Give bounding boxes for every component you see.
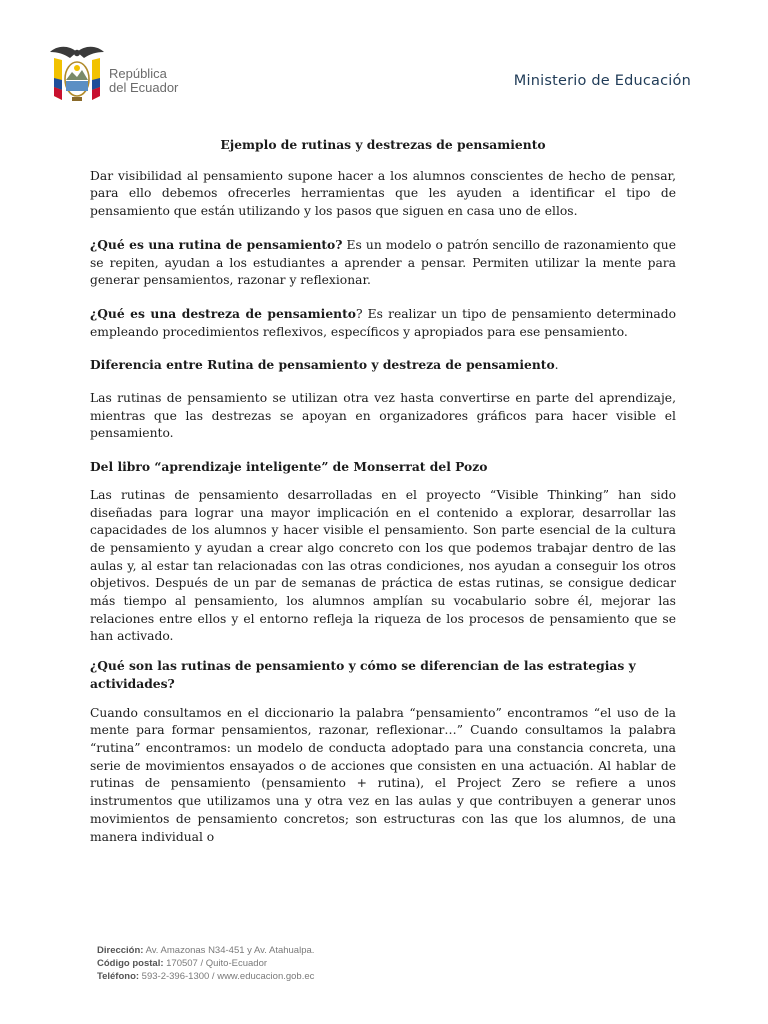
paragraph-rutinas-destrezas: Las rutinas de pensamiento se utilizan otra vez hasta convertirse en parte del aprendizaje, mientras que las destrezas se apoyan en organizadores gráficos para hacer visible el pensamiento.: [90, 391, 676, 441]
heading-diferencia: Diferencia entre Rutina de pensamiento y destreza de pensamiento: [90, 357, 555, 373]
footer-telefono-label: Teléfono:: [97, 971, 140, 982]
paragraph-visibilidad: Dar visibilidad al pensamiento supone hacer a los alumnos conscientes de hecho de pensar, para ello debemos ofrecerles herramientas que les ayuden a identificar el tipo de pensamiento que están utilizando y los pasos que siguen en casa uno de ellos.: [90, 168, 676, 219]
footer-direccion-label: Dirección:: [97, 945, 144, 956]
heading-que-son: ¿Qué son las rutinas de pensamiento y cómo se diferencian de las estrategias y actividades?: [90, 658, 636, 691]
page-header: [0, 0, 768, 120]
heading-libro: Del libro “aprendizaje inteligente” de Monserrat del Pozo: [90, 459, 488, 475]
footer-codigo-postal-value: 170507 / Quito-Ecuador: [163, 958, 268, 969]
heading-diferencia-period: .: [554, 358, 559, 373]
republica-line-1: República: [109, 66, 167, 81]
footer-direccion: [97, 944, 314, 957]
paragraph-diccionario: Cuando consultamos en el diccionario la palabra “pensamiento” encontramos “el uso de la mente para formar pensamientos, razonar, reflexionar…” Cuando consultamos la palabra “rutina” encontramos: un modelo de conducta adoptado para una constancia concreta, una serie de movimientos ensayados o de acciones que consisten en una actuación. Al hablar de rutinas de pensamiento (pensamiento + rutina), el Project Zero se refiere a unos instrumentos que utilizamos una y otra vez en las aulas y que contribuyen a generar unos movimientos de pensamiento concretos; son estructuras con las que los alumnos, de una manera individual o: [90, 705, 676, 844]
document-body: [90, 136, 676, 861]
footer-codigo-postal: [97, 957, 314, 970]
question-rutina: ¿Qué es una rutina de pensamiento?: [90, 236, 343, 252]
question-destreza: ¿Qué es una destreza de pensamiento: [90, 305, 356, 321]
footer-telefono: [97, 970, 314, 983]
answer-rutina: Es un modelo o patrón sencillo de razonamiento que se repiten, ayudan a los estudiantes a aprender a pensar. Permiten utilizar la mente para generar pensamientos, razonar y reflexionar.: [90, 237, 676, 288]
paragraph-rutina-definicion: [90, 236, 676, 290]
ministerio-label: Ministerio de Educación: [513, 73, 691, 89]
page-footer: [97, 944, 314, 983]
heading-diferencia-wrap: [90, 356, 676, 375]
footer-telefono-value: 593-2-396-1300 / www.educacion.gob.ec: [139, 971, 315, 982]
answer-destreza: ? Es realizar un tipo de pensamiento determinado empleando procedimientos reflexivos, específicos y apropiados para ese pensamiento.: [90, 306, 676, 339]
footer-codigo-postal-label: Código postal:: [97, 958, 164, 969]
paragraph-destreza-definicion: [90, 305, 676, 341]
republica-del-ecuador-label: [109, 67, 178, 95]
footer-direccion-value: Av. Amazonas N34-451 y Av. Atahualpa.: [143, 945, 315, 956]
document-title: Ejemplo de rutinas y destrezas de pensamiento: [220, 137, 546, 152]
paragraph-libro: Las rutinas de pensamiento desarrolladas en el proyecto “Visible Thinking” han sido diseñadas para lograr una mayor implicación en el contenido a explorar, desarrollar las capacidades de los alumnos y hacer visible el pensamiento. Son parte esencial de la cultura de pensamiento y ayudan a crear algo concreto con los que podemos trabajar dentro de las aulas y, al estar tan relacionadas con las otras condiciones, nos ayudan a conseguir los otros objetivos. Después de un par de semanas de práctica de estas rutinas, se consigue dedicar más tiempo al pensamiento, los alumnos amplían su vocabulario sobre él, mejorar las relaciones entre ellos y el entorno refleja la riqueza de los procesos de pensamiento que se han activado.: [90, 487, 676, 644]
republica-line-2: del Ecuador: [109, 80, 179, 95]
ecuador-coat-of-arms-icon: [50, 44, 104, 110]
